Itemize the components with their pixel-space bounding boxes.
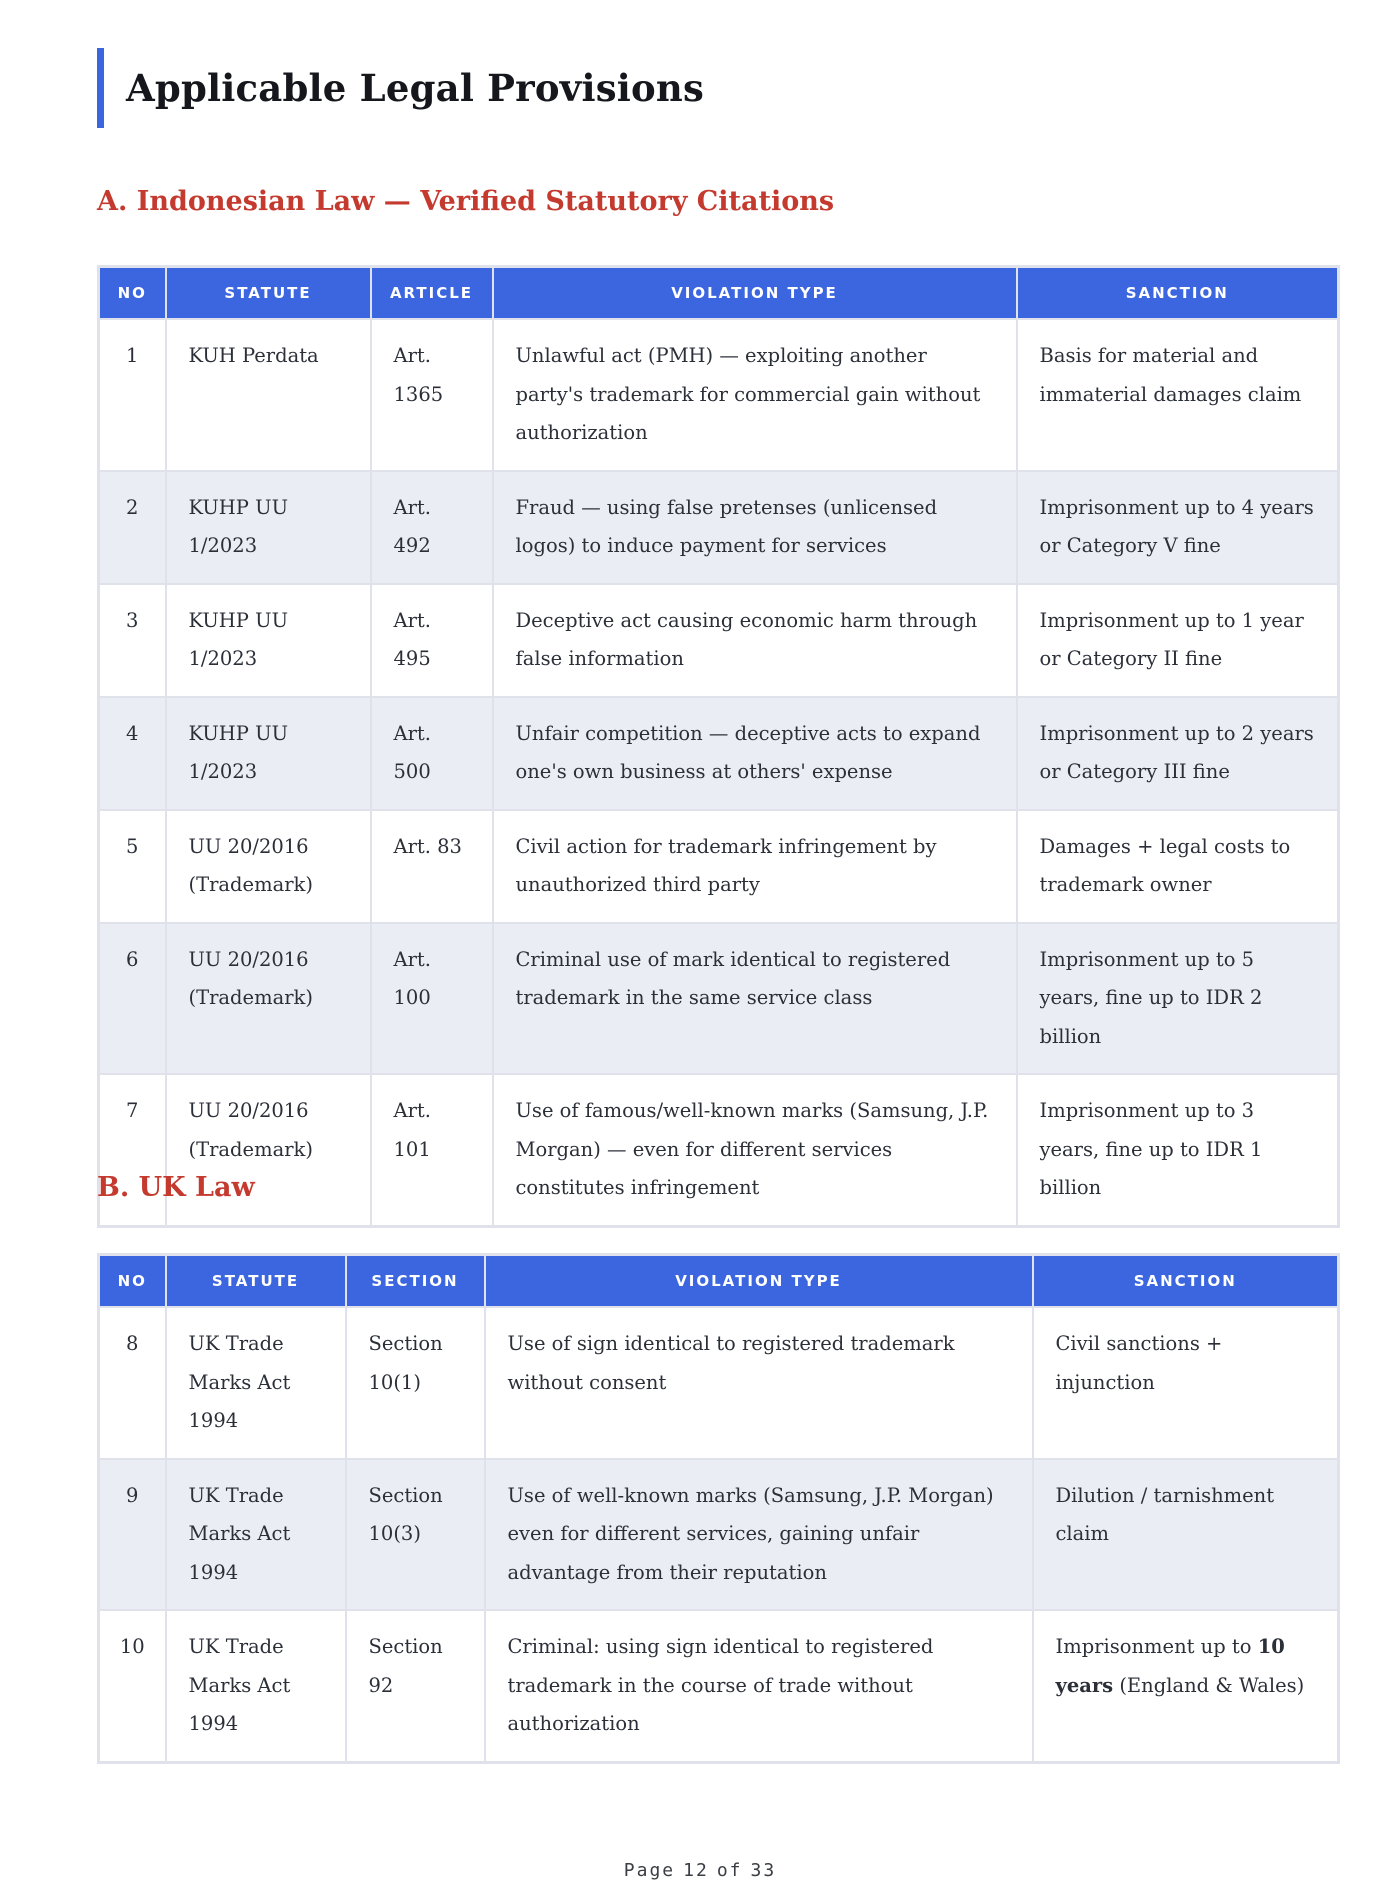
cell-sanction: Imprisonment up to 4 years or Category V fine	[1017, 471, 1339, 584]
cell-section: Section 10(3)	[346, 1459, 485, 1611]
cell-violation: Use of sign identical to registered trademark without consent	[485, 1307, 1033, 1459]
sanction-text: (England & Wales)	[1119, 1673, 1305, 1697]
sanction-emphasis: 10 years	[1055, 1635, 1285, 1697]
of-label: of	[716, 1860, 743, 1881]
cell-statute: UU 20/2016 (Trademark)	[166, 1074, 371, 1226]
table-row	[99, 810, 1339, 923]
page-number: 12	[683, 1860, 709, 1881]
header-section: SECTION	[346, 1255, 485, 1308]
cell-article: Art. 100	[371, 923, 493, 1075]
cell-statute: KUHP UU 1/2023	[166, 584, 371, 697]
cell-sanction: Imprisonment up to 3 years, fine up to IDR 1 billion	[1017, 1074, 1339, 1226]
cell-section: Section 10(1)	[346, 1307, 485, 1459]
cell-no: 10	[99, 1610, 166, 1762]
cell-statute: UK Trade Marks Act 1994	[166, 1307, 346, 1459]
cell-article: Art. 495	[371, 584, 493, 697]
cell-violation: Deceptive act causing economic harm through false information	[493, 584, 1017, 697]
cell-violation: Unlawful act (PMH) — exploiting another party's trademark for commercial gain without authorization	[493, 319, 1017, 471]
cell-no: 3	[99, 584, 166, 697]
header-statute: STATUTE	[166, 267, 371, 320]
cell-statute: KUHP UU 1/2023	[166, 471, 371, 584]
table-row	[99, 471, 1339, 584]
table-row	[99, 1459, 1339, 1611]
header-sanction: SANCTION	[1033, 1255, 1339, 1308]
cell-sanction: Basis for material and immaterial damages claim	[1017, 319, 1339, 471]
cell-violation: Use of famous/well-known marks (Samsung, J.P. Morgan) — even for different services constitutes infringement	[493, 1074, 1017, 1226]
header-violation-type: VIOLATION TYPE	[485, 1255, 1033, 1308]
cell-article: Art. 101	[371, 1074, 493, 1226]
header-no: NO	[99, 1255, 166, 1308]
cell-violation: Criminal: using sign identical to registered trademark in the course of trade without authorization	[485, 1610, 1033, 1762]
cell-statute: UU 20/2016 (Trademark)	[166, 923, 371, 1075]
cell-article: Art. 83	[371, 810, 493, 923]
cell-statute: KUH Perdata	[166, 319, 371, 471]
table-row	[99, 1610, 1339, 1762]
table-row	[99, 923, 1339, 1075]
cell-no: 1	[99, 319, 166, 471]
total-pages: 33	[750, 1860, 777, 1881]
sanction-text: Imprisonment up to	[1055, 1635, 1252, 1658]
table-row	[99, 697, 1339, 810]
cell-no: 2	[99, 471, 166, 584]
header-no: NO	[99, 267, 166, 320]
cell-no: 5	[99, 810, 166, 923]
cell-sanction: Imprisonment up to 1 year or Category II fine	[1017, 584, 1339, 697]
cell-statute: UK Trade Marks Act 1994	[166, 1610, 346, 1762]
cell-article: Art. 500	[371, 697, 493, 810]
page-footer	[0, 1860, 1400, 1881]
page-title: Applicable Legal Provisions	[126, 66, 704, 110]
cell-statute: UK Trade Marks Act 1994	[166, 1459, 346, 1611]
table-row	[99, 1074, 1339, 1226]
section-a-heading: A. Indonesian Law — Verified Statutory Citations	[97, 186, 835, 217]
cell-sanction: Civil sanctions + injunction	[1033, 1307, 1339, 1459]
section-b-heading: B. UK Law	[97, 1172, 255, 1203]
cell-sanction	[1033, 1610, 1339, 1762]
uk-law-table	[97, 1253, 1340, 1764]
cell-article: Art. 492	[371, 471, 493, 584]
cell-section: Section 92	[346, 1610, 485, 1762]
cell-violation: Civil action for trademark infringement by unauthorized third party	[493, 810, 1017, 923]
header-violation-type: VIOLATION TYPE	[493, 267, 1017, 320]
cell-no: 6	[99, 923, 166, 1075]
cell-no: 7	[99, 1074, 166, 1226]
cell-sanction: Imprisonment up to 5 years, fine up to IDR 2 billion	[1017, 923, 1339, 1075]
cell-no: 9	[99, 1459, 166, 1611]
table-header-row	[99, 1255, 1339, 1308]
cell-no: 8	[99, 1307, 166, 1459]
cell-statute: UU 20/2016 (Trademark)	[166, 810, 371, 923]
table-row	[99, 584, 1339, 697]
page-label: Page	[623, 1860, 676, 1881]
header-article: ARTICLE	[371, 267, 493, 320]
cell-violation: Use of well-known marks (Samsung, J.P. Morgan) even for different services, gaining unfair advantage from their reputation	[485, 1459, 1033, 1611]
cell-violation: Unfair competition — deceptive acts to expand one's own business at others' expense	[493, 697, 1017, 810]
table-row	[99, 319, 1339, 471]
indonesian-law-table	[97, 265, 1340, 1228]
cell-sanction: Damages + legal costs to trademark owner	[1017, 810, 1339, 923]
table-row	[99, 1307, 1339, 1459]
cell-article: Art. 1365	[371, 319, 493, 471]
cell-violation: Criminal use of mark identical to registered trademark in the same service class	[493, 923, 1017, 1075]
page-title-block	[97, 48, 704, 128]
cell-violation: Fraud — using false pretenses (unlicensed logos) to induce payment for services	[493, 471, 1017, 584]
cell-statute: KUHP UU 1/2023	[166, 697, 371, 810]
header-sanction: SANCTION	[1017, 267, 1339, 320]
table-header-row	[99, 267, 1339, 320]
cell-sanction: Dilution / tarnishment claim	[1033, 1459, 1339, 1611]
header-statute: STATUTE	[166, 1255, 346, 1308]
cell-sanction: Imprisonment up to 2 years or Category III fine	[1017, 697, 1339, 810]
cell-no: 4	[99, 697, 166, 810]
